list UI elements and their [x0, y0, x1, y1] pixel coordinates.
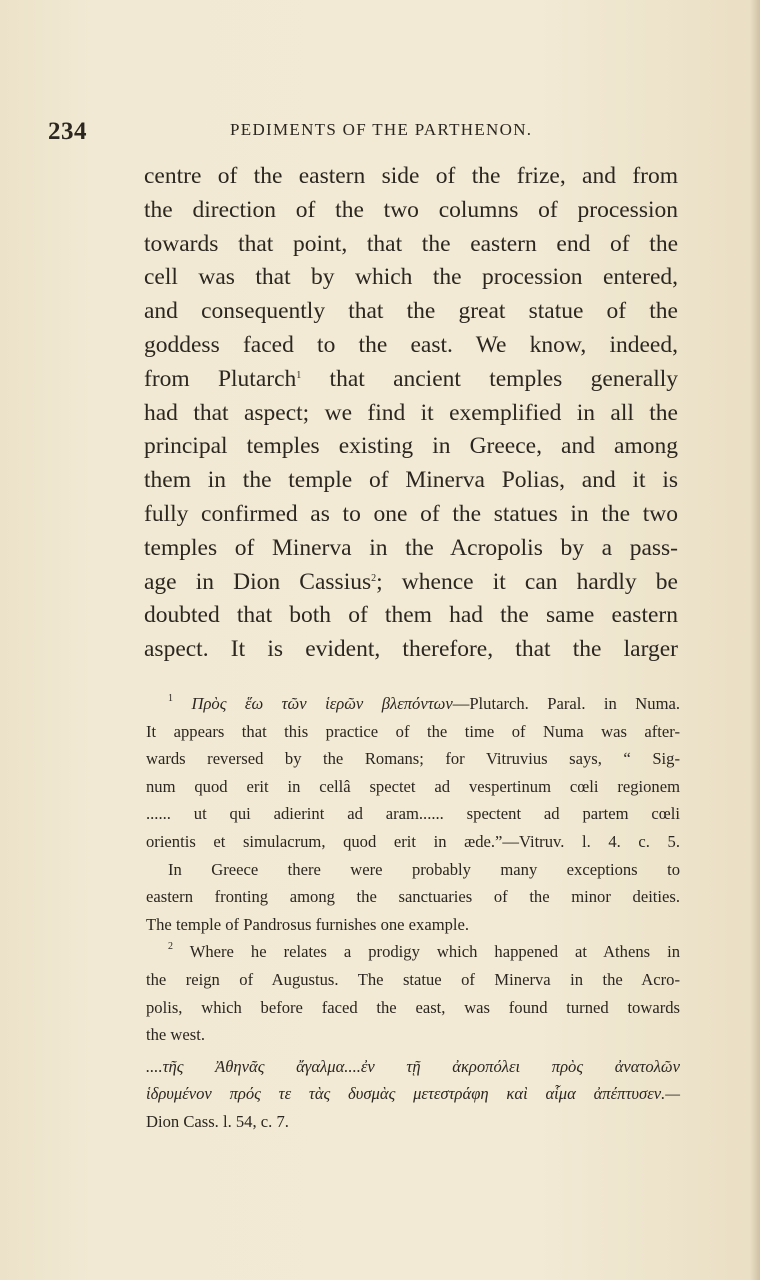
footnote-2-first-line — [146, 938, 680, 966]
footnote-line: num quod erit in cellâ spectet ad vespertinum cœli regionem — [146, 776, 680, 796]
running-head: PEDIMENTS OF THE PARTHENON. — [230, 120, 533, 139]
body-line: had that aspect; we find it exemplified in all the — [144, 399, 678, 426]
page-number: 234 — [48, 118, 87, 145]
body-text-segment: age in Dion Cassius — [144, 568, 372, 595]
footnote-line: It appears that this practice of the time of Numa was after- — [146, 721, 680, 741]
footnote-line: In Greece there were probably many exceptions to — [168, 859, 680, 879]
body-line: fully confirmed as to one of the statues in the two — [144, 500, 678, 527]
footnote-marker-1: 1 — [168, 693, 173, 704]
body-line: aspect. It is evident, therefore, that the larger — [144, 636, 678, 663]
footnote-line: The temple of Pandrosus furnishes one example. — [146, 914, 470, 934]
footnote-line: orientis et simulacrum, quod erit in æde.”—Vitruv. l. 4. c. 5. — [146, 831, 680, 851]
main-text — [144, 160, 678, 667]
footnote-citation: Dion Cass. l. 54, c. 7. — [146, 1111, 289, 1131]
page-header — [48, 118, 688, 148]
footnote-citation: —Plutarch. Paral. in Numa. — [452, 694, 680, 713]
footnote-line: wards reversed by the Romans; for Vitruvius says, “ Sig- — [146, 749, 680, 769]
body-text-segment: from Plutarch — [144, 365, 297, 392]
body-line: principal temples existing in Greece, and among — [144, 433, 678, 460]
footnote-line: ...... ut qui adierint ad aram...... spectent ad partem cœli — [146, 804, 680, 824]
body-line: cell was that by which the procession entered, — [144, 264, 678, 291]
greek-quotation-line: ....τῆς Ἀθηνᾶς ἄγαλμα....ἐν τῇ ἀκροπόλει πρὸς ἀνατολῶν — [146, 1056, 680, 1076]
body-line: and consequently that the great statue of the — [144, 298, 678, 325]
greek-quotation-line: ἱδρυμένον πρός τε τὰς δυσμὰς μετεστράφη καὶ αἷμα ἀπέπτυσεν.— — [146, 1084, 680, 1104]
body-line: towards that point, that the eastern end of the — [144, 230, 678, 257]
body-line: them in the temple of Minerva Polias, and it is — [144, 467, 678, 494]
footnote-line: the west. — [146, 1025, 205, 1045]
footnotes — [146, 690, 680, 1136]
body-line: doubted that both of them had the same eastern — [144, 602, 678, 629]
body-line: the direction of the two columns of procession — [144, 196, 678, 223]
footnote-ref-1: 1 — [296, 369, 302, 381]
greek-quotation: Πρὸς ἕω τῶν ἱερῶν βλεπόντων — [191, 694, 453, 713]
body-line: goddess faced to the east. We know, indeed, — [144, 331, 678, 358]
body-line-dion — [144, 566, 678, 600]
footnote-line: polis, which before faced the east, was found turned towards — [146, 997, 680, 1017]
page-edge-shadow — [750, 0, 760, 1280]
body-line: temples of Minerva in the Acropolis by a pass- — [144, 534, 678, 561]
body-line: centre of the eastern side of the frize, and from — [144, 163, 678, 189]
body-text-segment: ; whence it can hardly be — [376, 568, 678, 595]
footnote-line: the reign of Augustus. The statue of Minerva in the Acro- — [146, 969, 680, 989]
footnote-marker-2: 2 — [168, 941, 173, 953]
footnote-line: eastern fronting among the sanctuaries of the minor deities. — [146, 887, 680, 907]
footnote-1-first-line — [146, 690, 680, 718]
footnote-ref-2: 2 — [371, 572, 377, 584]
footnote-text-segment: Where he relates a prodigy which happened at Athens in — [189, 942, 680, 962]
body-line-plutarch — [144, 363, 678, 397]
body-text-segment: that ancient temples generally — [301, 365, 678, 392]
